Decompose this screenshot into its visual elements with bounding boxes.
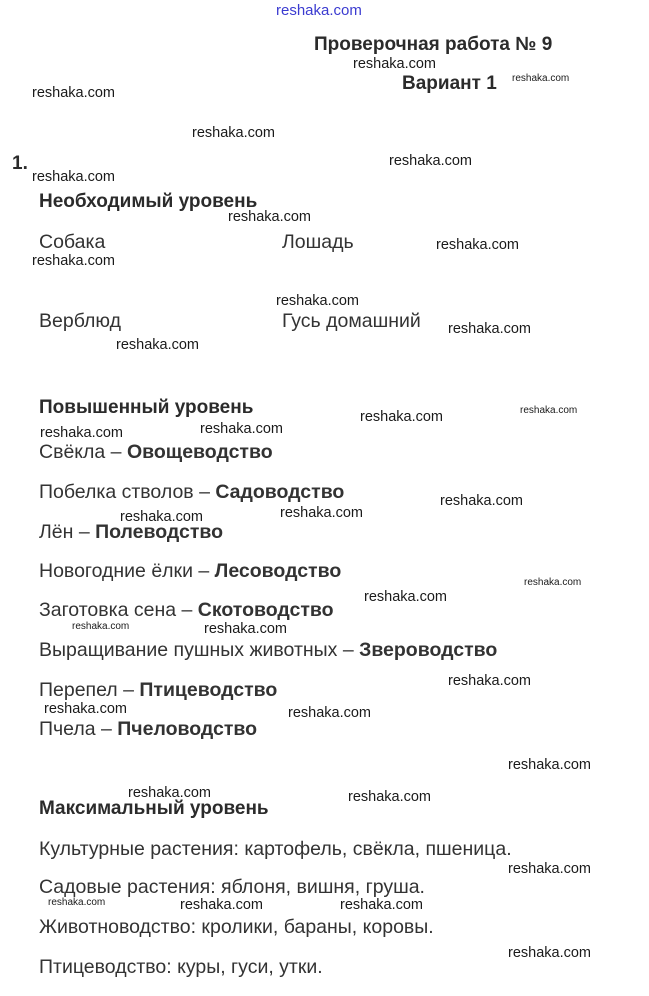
watermark: reshaka.com [348, 789, 432, 805]
watermark: reshaka.com [116, 337, 200, 353]
watermark: reshaka.com [448, 321, 532, 337]
site-watermark-top: reshaka.com [276, 2, 362, 19]
watermark: reshaka.com [72, 621, 130, 632]
match-row [39, 599, 334, 622]
match-right: Садоводство [215, 481, 345, 503]
match-left: Перепел – [39, 679, 134, 701]
match-left: Побелка стволов – [39, 481, 210, 503]
match-row [39, 441, 273, 464]
match-left: Свёкла – [39, 441, 122, 463]
watermark: reshaka.com [180, 897, 264, 913]
answer-line: Садовые растения: яблоня, вишня, груша. [39, 876, 425, 898]
watermark: reshaka.com [48, 897, 106, 908]
answer-line: Культурные растения: картофель, свёкла, пшеница. [39, 838, 512, 860]
watermark: reshaka.com [44, 701, 128, 717]
match-row [39, 718, 257, 741]
answer-item: Собака [39, 231, 106, 253]
watermark: reshaka.com [520, 405, 578, 416]
watermark: reshaka.com [360, 409, 444, 425]
watermark: reshaka.com [32, 169, 116, 185]
watermark: reshaka.com [120, 509, 204, 525]
match-right: Лесоводство [214, 560, 342, 582]
match-row [39, 679, 277, 702]
answer-item: Лошадь [282, 231, 354, 253]
match-right: Скотоводство [197, 599, 334, 621]
watermark: reshaka.com [353, 56, 437, 72]
match-row [39, 481, 344, 504]
section-heading-advanced: Повышенный уровень [39, 397, 254, 418]
variant-label: Вариант 1 [402, 73, 497, 94]
page-title: Проверочная работа № 9 [314, 34, 553, 55]
match-left: Лён – [39, 521, 90, 543]
watermark: reshaka.com [436, 237, 520, 253]
answer-item: Гусь домашний [282, 310, 421, 332]
watermark: reshaka.com [508, 861, 592, 877]
watermark: reshaka.com [389, 153, 473, 169]
watermark: reshaka.com [40, 425, 124, 441]
watermark: reshaka.com [276, 293, 360, 309]
watermark: reshaka.com [508, 757, 592, 773]
answer-line: Птицеводство: куры, гуси, утки. [39, 956, 323, 978]
match-right: Птицеводство [139, 679, 278, 701]
answer-item: Верблюд [39, 310, 121, 332]
watermark: reshaka.com [200, 421, 284, 437]
match-right: Овощеводство [126, 441, 273, 463]
match-row [39, 560, 341, 583]
watermark: reshaka.com [508, 945, 592, 961]
watermark: reshaka.com [448, 673, 532, 689]
watermark: reshaka.com [288, 705, 372, 721]
watermark: reshaka.com [524, 577, 582, 588]
match-left: Пчела – [39, 718, 112, 740]
match-row [39, 639, 497, 662]
section-heading-maximum: Максимальный уровень [39, 798, 269, 819]
watermark: reshaka.com [32, 253, 116, 269]
watermark: reshaka.com [32, 85, 116, 101]
match-left: Выращивание пушных животных – [39, 639, 354, 661]
watermark: reshaka.com [204, 621, 288, 637]
match-right: Звероводство [359, 639, 498, 661]
task-number: 1. [12, 153, 28, 174]
watermark: reshaka.com [364, 589, 448, 605]
match-left: Новогодние ёлки – [39, 560, 210, 582]
match-left: Заготовка сена – [39, 599, 193, 621]
watermark: reshaka.com [340, 897, 424, 913]
answer-line: Животноводство: кролики, бараны, коровы. [39, 916, 434, 938]
watermark: reshaka.com [280, 505, 364, 521]
match-right: Пчеловодство [117, 718, 258, 740]
watermark: reshaka.com [228, 209, 312, 225]
section-heading-required: Необходимый уровень [39, 191, 258, 212]
watermark: reshaka.com [128, 785, 212, 801]
match-right: Полеводство [95, 521, 224, 543]
watermark: reshaka.com [192, 125, 276, 141]
watermark: reshaka.com [512, 73, 570, 84]
watermark: reshaka.com [440, 493, 524, 509]
